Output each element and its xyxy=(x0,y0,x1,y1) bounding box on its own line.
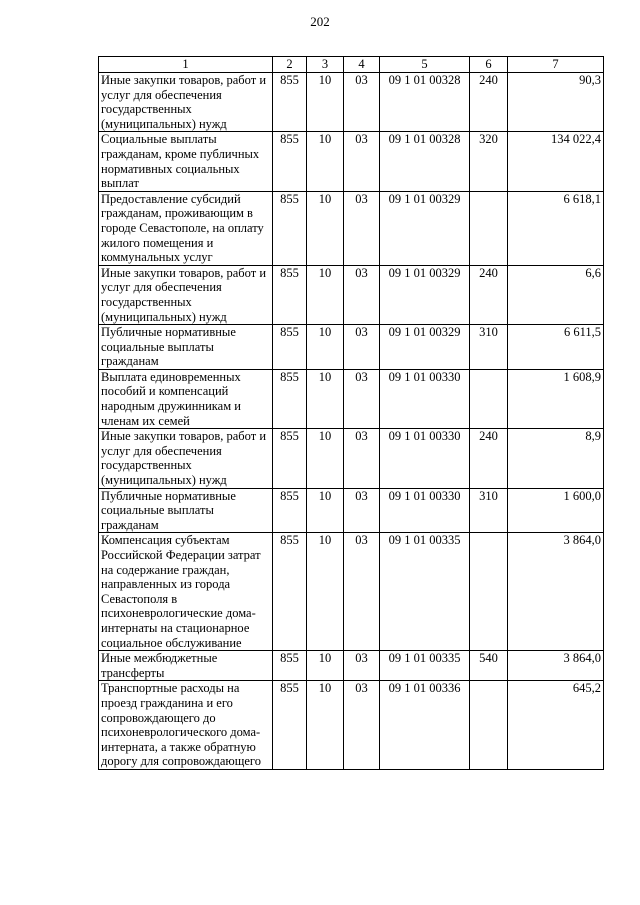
amount: 3 864,0 xyxy=(508,651,604,681)
table-row xyxy=(99,533,604,651)
section-code: 10 xyxy=(307,132,344,191)
subsection-code: 03 xyxy=(344,488,380,533)
amount: 1 600,0 xyxy=(508,488,604,533)
target-article-code: 09 1 01 00328 xyxy=(380,73,470,132)
section-code: 10 xyxy=(307,265,344,324)
target-article-code: 09 1 01 00329 xyxy=(380,191,470,265)
expense-name: Транспортные расходы на проезд гражданина и его сопровождающего до психоневрологического дома-интерната, а также обратную дорогу для сопровождающего xyxy=(99,681,273,770)
table-row xyxy=(99,191,604,265)
section-code: 10 xyxy=(307,73,344,132)
subsection-code: 03 xyxy=(344,681,380,770)
subsection-code: 03 xyxy=(344,429,380,488)
expense-name: Иные закупки товаров, работ и услуг для обеспечения государственных (муниципальных) нужд xyxy=(99,265,273,324)
expense-type-code: 310 xyxy=(470,325,508,370)
subsection-code: 03 xyxy=(344,651,380,681)
header-row xyxy=(99,57,604,73)
target-article-code: 09 1 01 00335 xyxy=(380,533,470,651)
amount: 1 608,9 xyxy=(508,369,604,428)
column-header: 7 xyxy=(508,57,604,73)
amount: 6 611,5 xyxy=(508,325,604,370)
expense-type-code: 310 xyxy=(470,488,508,533)
target-article-code: 09 1 01 00336 xyxy=(380,681,470,770)
amount: 134 022,4 xyxy=(508,132,604,191)
column-header: 5 xyxy=(380,57,470,73)
ministry-code: 855 xyxy=(273,369,307,428)
table-row xyxy=(99,681,604,770)
column-header: 3 xyxy=(307,57,344,73)
subsection-code: 03 xyxy=(344,265,380,324)
amount: 8,9 xyxy=(508,429,604,488)
expense-name: Предоставление субсидий гражданам, проживающим в городе Севастополе, на оплату жилого помещения и коммунальных услуг xyxy=(99,191,273,265)
expense-type-code: 240 xyxy=(470,265,508,324)
subsection-code: 03 xyxy=(344,191,380,265)
target-article-code: 09 1 01 00330 xyxy=(380,369,470,428)
target-article-code: 09 1 01 00330 xyxy=(380,488,470,533)
ministry-code: 855 xyxy=(273,325,307,370)
table-row xyxy=(99,132,604,191)
page-number: 202 xyxy=(310,14,330,29)
section-code: 10 xyxy=(307,191,344,265)
section-code: 10 xyxy=(307,681,344,770)
table-row xyxy=(99,73,604,132)
section-code: 10 xyxy=(307,488,344,533)
column-header: 4 xyxy=(344,57,380,73)
ministry-code: 855 xyxy=(273,73,307,132)
expense-type-code xyxy=(470,681,508,770)
target-article-code: 09 1 01 00328 xyxy=(380,132,470,191)
budget-table xyxy=(98,56,604,770)
table-row xyxy=(99,325,604,370)
amount: 645,2 xyxy=(508,681,604,770)
column-header: 2 xyxy=(273,57,307,73)
column-header: 6 xyxy=(470,57,508,73)
ministry-code: 855 xyxy=(273,191,307,265)
expense-name: Публичные нормативные социальные выплаты гражданам xyxy=(99,325,273,370)
amount: 3 864,0 xyxy=(508,533,604,651)
table-row xyxy=(99,651,604,681)
section-code: 10 xyxy=(307,533,344,651)
expense-name: Иные закупки товаров, работ и услуг для обеспечения государственных (муниципальных) нужд xyxy=(99,73,273,132)
expense-name: Иные межбюджетные трансферты xyxy=(99,651,273,681)
expense-type-code xyxy=(470,191,508,265)
target-article-code: 09 1 01 00329 xyxy=(380,325,470,370)
expense-type-code: 240 xyxy=(470,73,508,132)
subsection-code: 03 xyxy=(344,132,380,191)
target-article-code: 09 1 01 00330 xyxy=(380,429,470,488)
table-row xyxy=(99,429,604,488)
subsection-code: 03 xyxy=(344,533,380,651)
expense-type-code xyxy=(470,369,508,428)
ministry-code: 855 xyxy=(273,132,307,191)
ministry-code: 855 xyxy=(273,265,307,324)
expense-name: Компенсация субъектам Российской Федерации затрат на содержание граждан, направленных из города Севастополя в психоневрологические дома-интернаты на стационарное социальное обслуживание xyxy=(99,533,273,651)
subsection-code: 03 xyxy=(344,73,380,132)
expense-name: Выплата единовременных пособий и компенсаций народным дружинникам и членам их семей xyxy=(99,369,273,428)
section-code: 10 xyxy=(307,369,344,428)
ministry-code: 855 xyxy=(273,651,307,681)
ministry-code: 855 xyxy=(273,533,307,651)
amount: 6 618,1 xyxy=(508,191,604,265)
subsection-code: 03 xyxy=(344,325,380,370)
ministry-code: 855 xyxy=(273,488,307,533)
table-row xyxy=(99,488,604,533)
expense-type-code: 320 xyxy=(470,132,508,191)
amount: 90,3 xyxy=(508,73,604,132)
expense-type-code: 540 xyxy=(470,651,508,681)
section-code: 10 xyxy=(307,651,344,681)
subsection-code: 03 xyxy=(344,369,380,428)
ministry-code: 855 xyxy=(273,429,307,488)
expense-name: Публичные нормативные социальные выплаты гражданам xyxy=(99,488,273,533)
expense-type-code xyxy=(470,533,508,651)
table-row xyxy=(99,265,604,324)
section-code: 10 xyxy=(307,325,344,370)
target-article-code: 09 1 01 00329 xyxy=(380,265,470,324)
table-row xyxy=(99,369,604,428)
expense-type-code: 240 xyxy=(470,429,508,488)
amount: 6,6 xyxy=(508,265,604,324)
expense-name: Иные закупки товаров, работ и услуг для обеспечения государственных (муниципальных) нужд xyxy=(99,429,273,488)
column-header: 1 xyxy=(99,57,273,73)
ministry-code: 855 xyxy=(273,681,307,770)
target-article-code: 09 1 01 00335 xyxy=(380,651,470,681)
section-code: 10 xyxy=(307,429,344,488)
expense-name: Социальные выплаты гражданам, кроме публичных нормативных социальных выплат xyxy=(99,132,273,191)
